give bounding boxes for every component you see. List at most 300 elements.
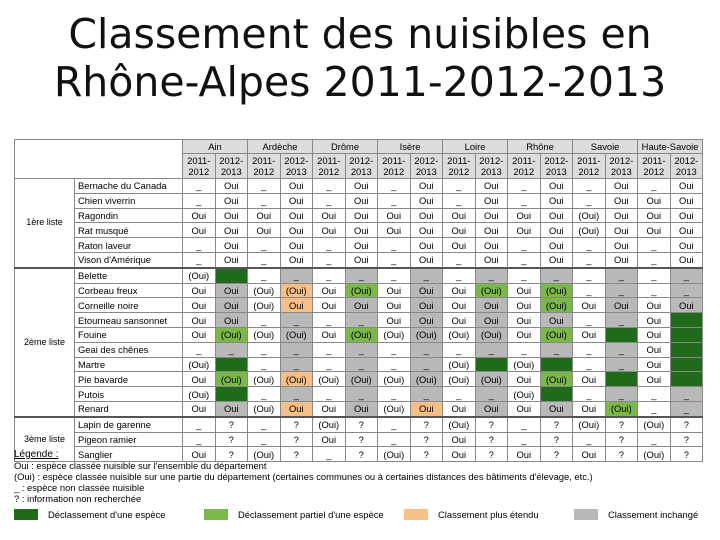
- status-cell: Oui: [443, 447, 476, 462]
- status-cell: (Oui): [183, 387, 216, 402]
- status-cell: _: [215, 268, 248, 283]
- status-cell: ?: [605, 417, 638, 432]
- legend: [14, 449, 714, 504]
- status-cell: _: [638, 432, 671, 447]
- status-cell: Oui: [638, 313, 671, 328]
- status-cell: Oui: [378, 298, 411, 313]
- status-cell: ?: [410, 417, 443, 432]
- table-row: [15, 372, 703, 387]
- status-cell: Oui: [183, 313, 216, 328]
- status-cell: Oui: [215, 193, 248, 208]
- species-name: Belette: [75, 268, 183, 283]
- status-cell: Oui: [378, 313, 411, 328]
- status-cell: ?: [280, 447, 313, 462]
- status-cell: _: [313, 357, 346, 372]
- key-declassement: [14, 509, 166, 520]
- department-header: Rhône: [508, 140, 573, 154]
- status-cell: _: [638, 387, 671, 402]
- status-cell: Oui: [410, 298, 443, 313]
- status-cell: Oui: [540, 193, 573, 208]
- status-cell: Oui: [345, 298, 378, 313]
- status-cell: (Oui): [248, 298, 281, 313]
- status-cell: Oui: [605, 223, 638, 238]
- status-cell: _: [183, 432, 216, 447]
- header-blank: [15, 140, 183, 179]
- species-name: Renard: [75, 401, 183, 416]
- status-cell: _: [670, 387, 703, 402]
- species-name: Geai des chênes: [75, 342, 183, 357]
- species-name: Putois: [75, 387, 183, 402]
- species-name: Lapin de garenne: [75, 417, 183, 432]
- status-cell: _: [670, 327, 703, 342]
- status-cell: Oui: [410, 238, 443, 253]
- status-cell: ?: [280, 417, 313, 432]
- status-cell: ?: [475, 432, 508, 447]
- list-group-label: 2ème liste: [15, 268, 75, 417]
- year-header: 2012- 2013: [605, 154, 638, 179]
- status-cell: ?: [540, 432, 573, 447]
- status-cell: (Oui): [378, 372, 411, 387]
- status-cell: Oui: [183, 208, 216, 223]
- status-cell: Oui: [573, 401, 606, 416]
- status-cell: _: [378, 238, 411, 253]
- status-cell: ?: [605, 447, 638, 462]
- status-cell: _: [313, 268, 346, 283]
- status-cell: Oui: [670, 179, 703, 194]
- status-cell: Oui: [573, 372, 606, 387]
- status-cell: _: [605, 372, 638, 387]
- status-cell: Oui: [670, 238, 703, 253]
- status-cell: _: [248, 268, 281, 283]
- status-cell: (Oui): [248, 372, 281, 387]
- table-row: [15, 298, 703, 313]
- status-cell: Oui: [475, 223, 508, 238]
- status-cell: Oui: [508, 298, 541, 313]
- year-header: 2011- 2012: [443, 154, 476, 179]
- status-cell: Oui: [183, 327, 216, 342]
- status-cell: _: [248, 417, 281, 432]
- status-cell: ?: [215, 432, 248, 447]
- status-cell: _: [248, 238, 281, 253]
- status-cell: (Oui): [410, 327, 443, 342]
- status-cell: _: [345, 268, 378, 283]
- status-cell: _: [248, 357, 281, 372]
- department-header-row: [15, 140, 703, 154]
- species-name: Corneille noire: [75, 298, 183, 313]
- status-cell: Oui: [605, 179, 638, 194]
- status-cell: Oui: [443, 298, 476, 313]
- status-cell: _: [670, 313, 703, 328]
- status-cell: _: [183, 238, 216, 253]
- species-name: Etourneau sansonnet: [75, 313, 183, 328]
- status-cell: Oui: [280, 298, 313, 313]
- status-cell: Oui: [215, 313, 248, 328]
- classification-table: [14, 139, 703, 462]
- status-cell: Oui: [410, 193, 443, 208]
- status-cell: Oui: [508, 208, 541, 223]
- status-cell: _: [280, 357, 313, 372]
- species-name: Fouine: [75, 327, 183, 342]
- table-row: [15, 252, 703, 267]
- status-cell: _: [378, 342, 411, 357]
- status-cell: ?: [670, 447, 703, 462]
- status-cell: Oui: [215, 208, 248, 223]
- status-cell: _: [670, 342, 703, 357]
- status-cell: _: [638, 283, 671, 298]
- status-cell: Oui: [215, 401, 248, 416]
- status-cell: _: [378, 268, 411, 283]
- status-cell: ?: [670, 432, 703, 447]
- status-cell: _: [443, 179, 476, 194]
- status-cell: Oui: [345, 193, 378, 208]
- status-cell: Oui: [345, 223, 378, 238]
- swatch-orange: [404, 509, 428, 520]
- status-cell: _: [313, 252, 346, 267]
- legend-title: Légende :: [14, 449, 59, 460]
- status-cell: Oui: [638, 298, 671, 313]
- status-cell: _: [215, 342, 248, 357]
- status-cell: _: [573, 357, 606, 372]
- status-cell: ?: [215, 417, 248, 432]
- status-cell: _: [540, 342, 573, 357]
- table-row: [15, 238, 703, 253]
- status-cell: _: [378, 387, 411, 402]
- status-cell: _: [573, 179, 606, 194]
- table-row: [15, 283, 703, 298]
- status-cell: _: [443, 387, 476, 402]
- status-cell: _: [573, 283, 606, 298]
- table-row: [15, 387, 703, 402]
- department-header: Ain: [183, 140, 248, 154]
- status-cell: Oui: [508, 283, 541, 298]
- status-cell: Oui: [215, 238, 248, 253]
- status-cell: Oui: [443, 283, 476, 298]
- table-row: [15, 327, 703, 342]
- status-cell: Oui: [378, 223, 411, 238]
- status-cell: ?: [410, 447, 443, 462]
- status-cell: Oui: [540, 223, 573, 238]
- status-cell: _: [638, 401, 671, 416]
- status-cell: Oui: [605, 252, 638, 267]
- status-cell: _: [540, 268, 573, 283]
- legend-line-partial: (Oui) : espèce classée nuisible sur une partie du département (certaines communes ou à certaines distances des bâtiments d'élevage, etc.): [14, 471, 593, 482]
- key-declassement-partiel: [204, 509, 384, 520]
- status-cell: (Oui): [605, 401, 638, 416]
- status-cell: Oui: [345, 252, 378, 267]
- year-header: 2012- 2013: [540, 154, 573, 179]
- table-row: [15, 179, 703, 194]
- status-cell: _: [248, 313, 281, 328]
- title-line-2: Rhône-Alpes 2011-2012-2013: [53, 58, 667, 106]
- status-cell: _: [638, 252, 671, 267]
- status-cell: Oui: [280, 208, 313, 223]
- status-cell: (Oui): [475, 372, 508, 387]
- status-cell: Oui: [410, 179, 443, 194]
- status-cell: Oui: [280, 179, 313, 194]
- year-header: 2012- 2013: [410, 154, 443, 179]
- status-cell: _: [410, 357, 443, 372]
- status-cell: Oui: [410, 208, 443, 223]
- list-group-label: 3ème liste: [15, 417, 75, 462]
- status-cell: Oui: [378, 208, 411, 223]
- status-cell: (Oui): [280, 327, 313, 342]
- status-cell: _: [410, 342, 443, 357]
- status-cell: (Oui): [573, 417, 606, 432]
- department-header: Ardèche: [248, 140, 313, 154]
- status-cell: (Oui): [248, 447, 281, 462]
- status-cell: Oui: [215, 298, 248, 313]
- status-cell: Oui: [410, 252, 443, 267]
- status-cell: Oui: [638, 357, 671, 372]
- status-cell: _: [248, 387, 281, 402]
- status-cell: (Oui): [475, 283, 508, 298]
- status-cell: Oui: [345, 238, 378, 253]
- department-header: Drôme: [313, 140, 378, 154]
- status-cell: Oui: [313, 432, 346, 447]
- year-header: 2011- 2012: [573, 154, 606, 179]
- species-name: Raton laveur: [75, 238, 183, 253]
- status-cell: Oui: [345, 179, 378, 194]
- status-cell: Oui: [670, 193, 703, 208]
- table-row: [15, 401, 703, 416]
- status-cell: (Oui): [280, 372, 313, 387]
- species-name: Pigeon ramier: [75, 432, 183, 447]
- table-row: [15, 193, 703, 208]
- status-cell: _: [605, 268, 638, 283]
- status-cell: _: [573, 193, 606, 208]
- status-cell: (Oui): [638, 417, 671, 432]
- key-label: Déclassement partiel d'une espèce: [238, 509, 384, 520]
- status-cell: Oui: [280, 238, 313, 253]
- key-label: Classement plus étendu: [438, 509, 539, 520]
- table-row: [15, 313, 703, 328]
- status-cell: (Oui): [540, 298, 573, 313]
- status-cell: Oui: [573, 447, 606, 462]
- status-cell: Oui: [540, 208, 573, 223]
- status-cell: _: [670, 372, 703, 387]
- status-cell: _: [248, 193, 281, 208]
- department-header: Haute-Savoie: [638, 140, 703, 154]
- status-cell: _: [670, 268, 703, 283]
- status-cell: _: [508, 193, 541, 208]
- status-cell: (Oui): [443, 327, 476, 342]
- status-cell: ?: [345, 432, 378, 447]
- status-cell: _: [280, 268, 313, 283]
- status-cell: (Oui): [313, 372, 346, 387]
- department-header: Savoie: [573, 140, 638, 154]
- status-cell: Oui: [508, 223, 541, 238]
- status-cell: _: [508, 268, 541, 283]
- key-classement-inchange: [574, 509, 698, 520]
- status-cell: Oui: [280, 401, 313, 416]
- year-header: 2012- 2013: [475, 154, 508, 179]
- list-group-label: 1ère liste: [15, 179, 75, 268]
- status-cell: (Oui): [378, 447, 411, 462]
- status-cell: _: [313, 447, 346, 462]
- status-cell: Oui: [638, 327, 671, 342]
- status-cell: Oui: [410, 223, 443, 238]
- status-cell: _: [475, 268, 508, 283]
- status-cell: Oui: [443, 401, 476, 416]
- status-cell: _: [248, 179, 281, 194]
- status-cell: _: [573, 432, 606, 447]
- legend-line-oui: Oui : espèce classée nuisible sur l'ensemble du département: [14, 460, 267, 471]
- status-cell: _: [345, 357, 378, 372]
- status-cell: Oui: [313, 283, 346, 298]
- status-cell: (Oui): [443, 357, 476, 372]
- status-cell: _: [248, 252, 281, 267]
- year-header: 2011- 2012: [378, 154, 411, 179]
- status-cell: (Oui): [573, 223, 606, 238]
- status-cell: Oui: [508, 372, 541, 387]
- status-cell: _: [605, 283, 638, 298]
- status-cell: (Oui): [540, 283, 573, 298]
- status-cell: Oui: [345, 401, 378, 416]
- status-cell: Oui: [475, 238, 508, 253]
- status-cell: (Oui): [475, 327, 508, 342]
- status-cell: _: [345, 313, 378, 328]
- status-cell: Oui: [248, 223, 281, 238]
- table-row: [15, 223, 703, 238]
- status-cell: Oui: [475, 208, 508, 223]
- status-cell: (Oui): [540, 372, 573, 387]
- year-header: 2012- 2013: [670, 154, 703, 179]
- status-cell: Oui: [183, 283, 216, 298]
- status-cell: _: [183, 252, 216, 267]
- legend-line-none: _ : espèce non classée nuisible: [14, 482, 145, 493]
- status-cell: Oui: [280, 252, 313, 267]
- status-cell: Oui: [508, 401, 541, 416]
- status-cell: _: [475, 387, 508, 402]
- swatch-gray: [574, 509, 598, 520]
- status-cell: Oui: [215, 252, 248, 267]
- status-cell: _: [280, 387, 313, 402]
- status-cell: ?: [475, 417, 508, 432]
- year-header: 2012- 2013: [345, 154, 378, 179]
- key-classement-etendu: [404, 509, 539, 520]
- status-cell: _: [508, 179, 541, 194]
- status-cell: _: [378, 357, 411, 372]
- status-cell: ?: [410, 432, 443, 447]
- status-cell: _: [410, 268, 443, 283]
- status-cell: Oui: [345, 208, 378, 223]
- status-cell: Oui: [215, 283, 248, 298]
- species-name: Chien viverrin: [75, 193, 183, 208]
- status-cell: Oui: [378, 283, 411, 298]
- status-cell: _: [183, 342, 216, 357]
- status-cell: (Oui): [345, 372, 378, 387]
- status-cell: Oui: [638, 193, 671, 208]
- status-cell: (Oui): [345, 327, 378, 342]
- status-cell: Oui: [313, 223, 346, 238]
- status-cell: Oui: [605, 193, 638, 208]
- status-cell: Oui: [410, 283, 443, 298]
- status-cell: Oui: [215, 179, 248, 194]
- year-header: 2012- 2013: [280, 154, 313, 179]
- status-cell: Oui: [670, 298, 703, 313]
- slide-title: [0, 10, 720, 106]
- status-cell: Oui: [280, 223, 313, 238]
- status-cell: (Oui): [508, 357, 541, 372]
- status-cell: (Oui): [540, 327, 573, 342]
- key-label: Déclassement d'une espèce: [48, 509, 166, 520]
- status-cell: ?: [345, 447, 378, 462]
- table-row: [15, 342, 703, 357]
- status-cell: _: [183, 179, 216, 194]
- status-cell: ?: [540, 417, 573, 432]
- status-cell: _: [313, 342, 346, 357]
- status-cell: (Oui): [573, 208, 606, 223]
- status-cell: Oui: [443, 432, 476, 447]
- status-cell: _: [443, 342, 476, 357]
- status-cell: Oui: [475, 298, 508, 313]
- status-cell: Oui: [313, 298, 346, 313]
- status-cell: Oui: [183, 401, 216, 416]
- species-name: Bernache du Canada: [75, 179, 183, 194]
- status-cell: Oui: [508, 313, 541, 328]
- status-cell: ?: [280, 432, 313, 447]
- status-cell: _: [670, 401, 703, 416]
- year-header: 2011- 2012: [248, 154, 281, 179]
- status-cell: Oui: [475, 252, 508, 267]
- status-cell: _: [573, 268, 606, 283]
- status-cell: _: [508, 417, 541, 432]
- status-cell: Oui: [248, 208, 281, 223]
- status-cell: (Oui): [313, 417, 346, 432]
- status-cell: (Oui): [183, 268, 216, 283]
- status-cell: _: [605, 357, 638, 372]
- species-name: Corbeau freux: [75, 283, 183, 298]
- status-cell: Oui: [475, 179, 508, 194]
- status-cell: _: [215, 357, 248, 372]
- status-cell: _: [248, 342, 281, 357]
- status-cell: _: [215, 387, 248, 402]
- status-cell: _: [573, 252, 606, 267]
- species-name: Rat musqué: [75, 223, 183, 238]
- status-cell: _: [508, 342, 541, 357]
- year-header: 2012- 2013: [215, 154, 248, 179]
- status-cell: _: [605, 387, 638, 402]
- status-cell: (Oui): [215, 327, 248, 342]
- status-cell: Oui: [183, 372, 216, 387]
- status-cell: Oui: [540, 179, 573, 194]
- table-row: [15, 268, 703, 283]
- status-cell: Oui: [670, 208, 703, 223]
- status-cell: _: [573, 387, 606, 402]
- status-cell: _: [638, 179, 671, 194]
- status-cell: _: [475, 357, 508, 372]
- status-cell: ?: [605, 432, 638, 447]
- status-cell: _: [638, 238, 671, 253]
- department-header: Loire: [443, 140, 508, 154]
- status-cell: _: [573, 313, 606, 328]
- status-cell: Oui: [475, 193, 508, 208]
- status-cell: _: [313, 313, 346, 328]
- swatch-light-green: [204, 509, 228, 520]
- status-cell: (Oui): [248, 327, 281, 342]
- status-cell: Oui: [183, 298, 216, 313]
- status-cell: Oui: [313, 327, 346, 342]
- status-cell: _: [183, 417, 216, 432]
- status-cell: Oui: [638, 223, 671, 238]
- status-cell: Oui: [605, 238, 638, 253]
- status-cell: _: [605, 313, 638, 328]
- status-cell: Oui: [410, 401, 443, 416]
- status-cell: Oui: [540, 238, 573, 253]
- status-cell: _: [345, 387, 378, 402]
- status-cell: _: [313, 193, 346, 208]
- status-cell: Oui: [215, 223, 248, 238]
